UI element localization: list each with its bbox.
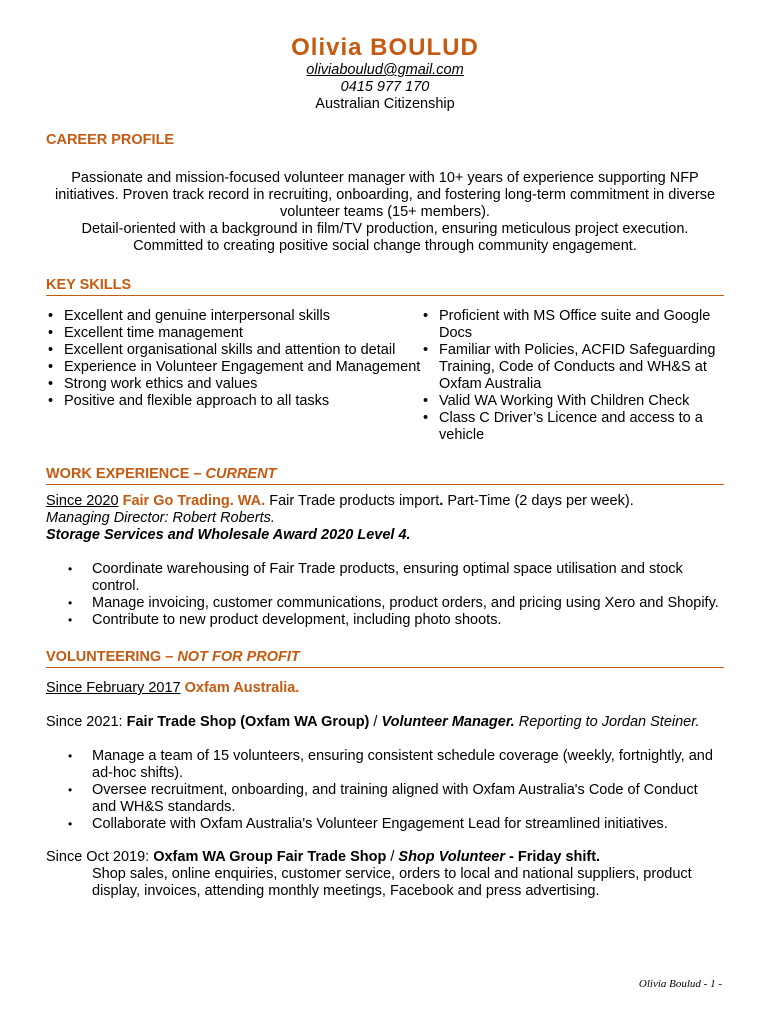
role1-reporting: Reporting to Jordan Steiner. [514,714,700,730]
skill-item: • Excellent time management [46,325,421,342]
work-heading-em: CURRENT [205,466,277,482]
work-experience-heading [46,466,724,485]
volunteer-bullet: • Manage a team of 15 volunteers, ensuring consistent schedule coverage (weekly, fortnightly, and ad-hoc shifts). [46,748,724,782]
key-skills-heading: KEY SKILLS [46,277,724,296]
citizenship: Australian Citizenship [315,96,455,112]
role1-title: Volunteer Manager. [381,714,515,730]
email-link[interactable]: oliviaboulud@gmail.com [306,62,464,78]
work-heading-text: WORK EXPERIENCE – [46,466,206,482]
phone-number: 0415 977 170 [340,79,430,95]
volunteer-bullet: • Oversee recruitment, onboarding, and training aligned with Oxfam Australia's Code of Conduct and WH&S standards. [46,782,724,816]
volunteering-org [46,680,724,697]
work-entry [46,493,724,629]
skills-right-column [421,308,721,444]
skill-item: • Excellent organisational skills and attention to detail [46,342,421,359]
skill-item: • Experience in Volunteer Engagement and Management [46,359,421,376]
volunteer-bullet: • Collaborate with Oxfam Australia's Volunteer Engagement Lead for streamlined initiatives. [46,816,724,833]
career-profile-text [46,170,724,255]
volunteering-heading-em: NOT FOR PROFIT [177,649,300,665]
volunteering-org-name: Oxfam Australia. [184,680,300,696]
work-bullet: • Coordinate warehousing of Fair Trade products, ensuring optimal space utilisation and stock control. [46,561,724,595]
page-footer: Olivia Boulud - 1 - [638,978,722,990]
profile-line-3: Committed to creating positive social change through community engagement. [133,238,637,254]
work-role: Managing Director: Robert Roberts. [46,510,275,526]
volunteer-role-1 [46,714,724,731]
skill-item: • Familiar with Policies, ACFID Safeguarding Training, Code of Conducts and WH&S at Oxfam Australia [421,342,721,393]
role2-slash: / [386,849,399,865]
work-desc-a: Fair Trade products import [265,493,440,509]
volunteer-bullets [46,748,724,833]
skill-item: • Proficient with MS Office suite and Google Docs [421,308,721,342]
career-profile-heading: CAREER PROFILE [46,132,175,148]
work-since: Since 2020 [46,493,119,509]
work-award: Storage Services and Wholesale Award 2020 Level 4. [46,527,411,543]
volunteering-heading-text: VOLUNTEERING – [46,649,178,665]
role2-place: Oxfam WA Group Fair Trade Shop [153,849,387,865]
work-entry-line [46,493,724,510]
profile-line-2: Detail-oriented with a background in film/TV production, ensuring meticulous project execution. [81,221,689,237]
role1-place: Fair Trade Shop (Oxfam WA Group) [126,714,370,730]
resume-header [46,34,724,113]
volunteering-heading [46,649,724,668]
profile-line-1: Passionate and mission-focused volunteer manager with 10+ years of experience supporting NFP initiatives. Proven track record in recruiting, onboarding, and fostering long-term commitment in diverse volunteer teams (15+ members). [54,170,716,220]
role1-slash: / [369,714,382,730]
volunteer-role-2 [46,849,724,866]
role2-title: Shop Volunteer [398,849,506,865]
role2-since: Since Oct 2019: [46,849,154,865]
work-desc-b: Part-Time (2 days per week). [443,493,634,509]
role1-since: Since 2021: [46,714,127,730]
skill-item: • Strong work ethics and values [46,376,421,393]
skill-item: • Valid WA Working With Children Check [421,393,721,410]
key-skills-list [46,308,724,444]
work-desc-dot: . [439,493,444,509]
skill-item: • Excellent and genuine interpersonal skills [46,308,421,325]
skill-item: • Class C Driver’s Licence and access to a vehicle [421,410,721,444]
role2-description: Shop sales, online enquiries, customer service, orders to local and national suppliers, product display, invoices, attending monthly meetings, Facebook and press advertising. [92,866,692,899]
work-bullet: • Manage invoicing, customer communications, product orders, and pricing using Xero and Shopify. [46,595,724,612]
candidate-name: Olivia BOULUD [291,34,479,61]
work-company: Fair Go Trading. WA. [122,493,266,509]
skill-item: • Positive and flexible approach to all tasks [46,393,421,410]
work-bullet: • Contribute to new product development, including photo shoots. [46,612,724,629]
work-bullets [46,561,724,629]
skills-left-column [46,308,421,444]
volunteering-since: Since February 2017 [46,680,181,696]
resume-page [46,34,724,900]
role2-shift: - Friday shift. [505,849,601,865]
